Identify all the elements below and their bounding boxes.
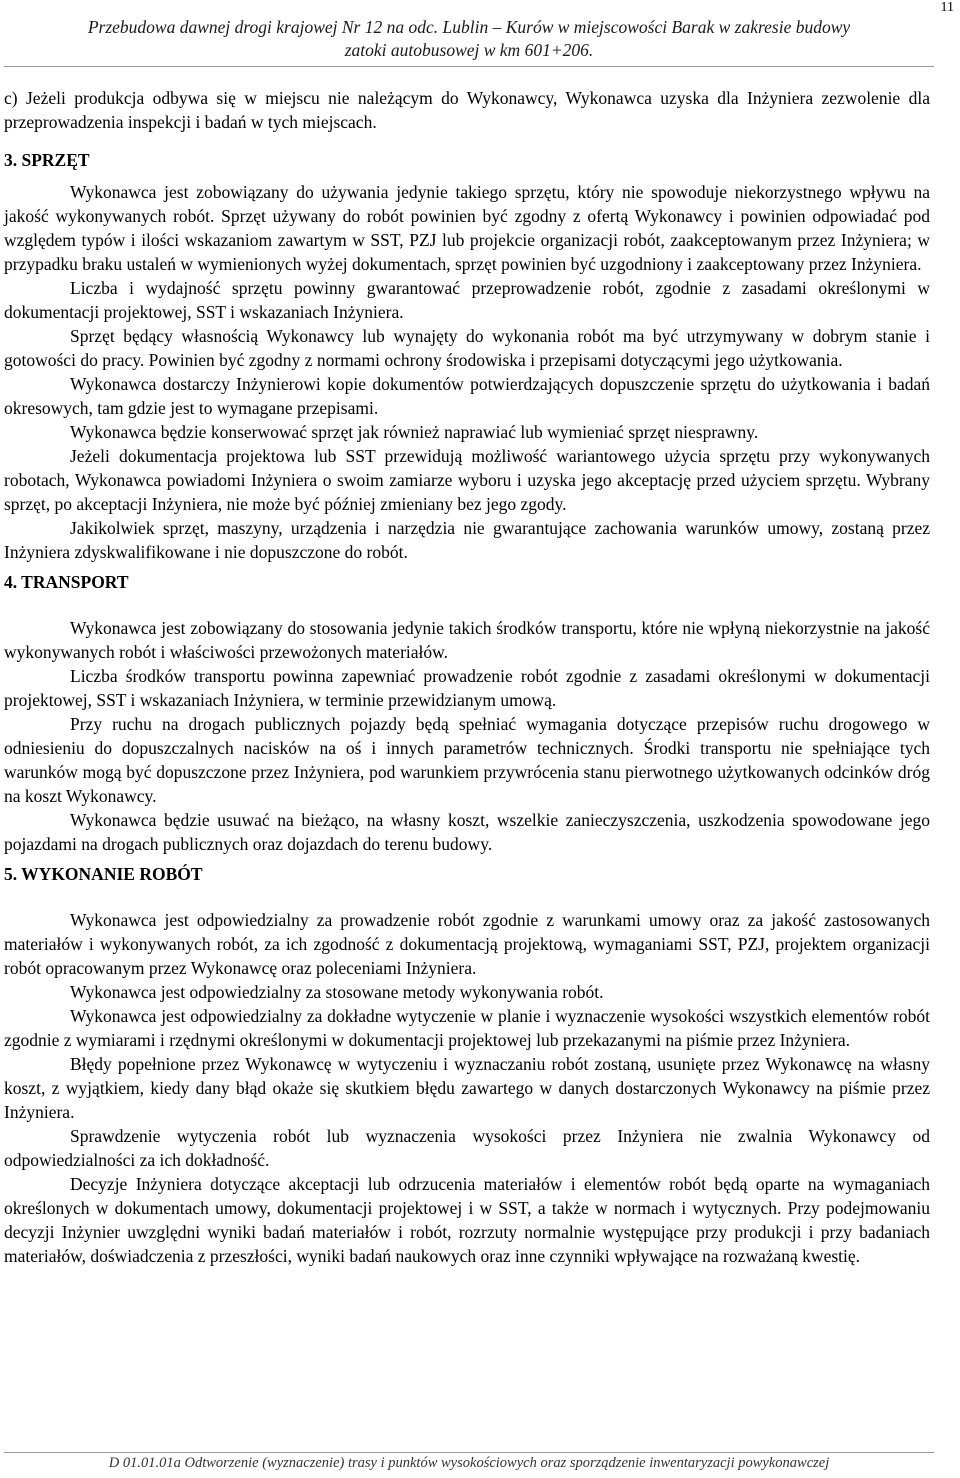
paragraph: Wykonawca jest odpowiedzialny za prowadzenie robót zgodnie z warunkami umowy oraz za jakość zastosowanych materiałów i wykonywanych robót, za ich zgodność z dokumentacją projektową, wymaganiami SST, PZJ, projektem organizacji robót opracowanym przez Wykonawcę oraz poleceniami Inżyniera. — [4, 910, 930, 978]
paragraph: Liczba środków transportu powinna zapewniać prowadzenie robót zgodnie z zasadami określonymi w dokumentacji projektowej, SST i wskazaniach Inżyniera, w terminie przewidzianym umową. — [4, 666, 930, 710]
section-heading-wykonanie-robot: 5. WYKONANIE ROBÓT — [4, 864, 203, 884]
paragraph: Sprawdzenie wytyczenia robót lub wyznaczenia wysokości przez Inżyniera nie zwalnia Wykonawcy od odpowiedzialności za ich dokładność. — [4, 1126, 930, 1170]
running-header — [4, 16, 934, 62]
paragraph: Wykonawca będzie konserwować sprzęt jak również naprawiać lub wymieniać sprzęt niesprawny. — [70, 422, 759, 442]
paragraph: Wykonawca będzie usuwać na bieżąco, na własny koszt, wszelkie zanieczyszczenia, uszkodzenia spowodowane jego pojazdami na drogach publicznych oraz dojazdach do terenu budowy. — [4, 810, 930, 854]
running-footer: D 01.01.01a Odtworzenie (wyznaczenie) trasy i punktów wysokościowych oraz sporządzenie inwentaryzacji powykonawczej — [108, 1455, 830, 1471]
header-line-2: zatoki autobusowej w km 601+206. — [344, 40, 594, 60]
header-divider — [4, 66, 934, 67]
paragraph: Liczba i wydajność sprzętu powinny gwarantować przeprowadzenie robót, zgodnie z zasadami określonymi w dokumentacji projektowej, SST i wskazaniach Inżyniera. — [4, 278, 930, 322]
paragraph: Decyzje Inżyniera dotyczące akceptacji lub odrzucenia materiałów i elementów robót będą oparte na wymaganiach określonych w dokumentach umowy, dokumentacji projektowej i w SST, a także w normach i wytycznych. Przy podejmowaniu decyzji Inżynier uwzględni wyniki badań materiałów i robót, rozrzuty normalnie występujące przy produkcji i przy badaniach materiałów, doświadczenia z przeszłości, wyniki badań naukowych oraz inne czynniki wpływające na rozważaną kwestię. — [4, 1174, 930, 1266]
paragraph: Jeżeli dokumentacja projektowa lub SST przewidują możliwość wariantowego użycia sprzętu przy wykonywanych robotach, Wykonawca powiadomi Inżyniera o swoim zamiarze wyboru i uzyska jego akceptację przed użyciem sprzętu. Wybrany sprzęt, po akceptacji Inżyniera, nie może być później zmieniany bez jego zgody. — [4, 446, 930, 514]
paragraph: Wykonawca jest odpowiedzialny za dokładne wytyczenie w planie i wyznaczenie wysokości wszystkich elementów robót zgodnie z wymiarami i rzędnymi określonymi w dokumentacji projektowej lub przekazanymi na piśmie przez Inżyniera. — [4, 1006, 930, 1050]
paragraph: Błędy popełnione przez Wykonawcę w wytyczeniu i wyznaczaniu robót zostaną, usunięte przez Wykonawcę na własny koszt, z wyjątkiem, kiedy dany błąd okaże się skutkiem błędu zawartego w danych dostarczonych Wykonawcy na piśmie przez Inżyniera. — [4, 1054, 930, 1122]
footer-divider — [4, 1452, 934, 1453]
list-item-c: c) Jeżeli produkcja odbywa się w miejscu nie należącym do Wykonawcy, Wykonawca uzyska dla Inżyniera zezwolenie dla przeprowadzenia inspekcji i badań w tych miejscach. — [4, 88, 930, 132]
section-heading-sprzet: 3. SPRZĘT — [4, 150, 90, 170]
paragraph: Wykonawca jest zobowiązany do stosowania jedynie takich środków transportu, które nie wpłyną niekorzystnie na jakość wykonywanych robót i właściwości przewożonych materiałów. — [4, 618, 930, 662]
paragraph: Jakikolwiek sprzęt, maszyny, urządzenia i narzędzia nie gwarantujące zachowania warunków umowy, zostaną przez Inżyniera zdyskwalifikowane i nie dopuszczone do robót. — [4, 518, 930, 562]
document-body — [4, 86, 930, 1268]
paragraph: Sprzęt będący własnością Wykonawcy lub wynajęty do wykonania robót ma być utrzymywany w dobrym stanie i gotowości do pracy. Powinien być zgodny z normami ochrony środowiska i przepisami dotyczącymi jego użytkowania. — [4, 326, 930, 370]
paragraph: Wykonawca jest zobowiązany do używania jedynie takiego sprzętu, który nie spowoduje niekorzystnego wpływu na jakość wykonywanych robót. Sprzęt używany do robót powinien być zgodny z ofertą Wykonawcy i powinien odpowiadać pod względem typów i ilości wskazaniom zawartym w SST, PZJ lub projekcie organizacji robót, zaakceptowanym przez Inżyniera; w przypadku braku ustaleń w wymienionych wyżej dokumentach, sprzęt powinien być uzgodniony i zaakceptowany przez Inżyniera. — [4, 182, 930, 274]
paragraph: Przy ruchu na drogach publicznych pojazdy będą spełniać wymagania dotyczące przepisów ruchu drogowego w odniesieniu do dopuszczalnych nacisków na oś i innych parametrów technicznych. Środki transportu nie spełniające tych warunków mogą być dopuszczone przez Inżyniera, pod warunkiem przywrócenia stanu pierwotnego użytkowanych odcinków dróg na koszt Wykonawcy. — [4, 714, 930, 806]
section-heading-transport: 4. TRANSPORT — [4, 572, 129, 592]
paragraph: Wykonawca jest odpowiedzialny za stosowane metody wykonywania robót. — [70, 982, 604, 1002]
paragraph: Wykonawca dostarczy Inżynierowi kopie dokumentów potwierdzających dopuszczenie sprzętu do użytkowania i badań okresowych, tam gdzie jest to wymagane przepisami. — [4, 374, 930, 418]
page-number: 11 — [940, 0, 954, 15]
header-line-1: Przebudowa dawnej drogi krajowej Nr 12 na odc. Lublin – Kurów w miejscowości Barak w zakresie budowy — [87, 17, 851, 37]
